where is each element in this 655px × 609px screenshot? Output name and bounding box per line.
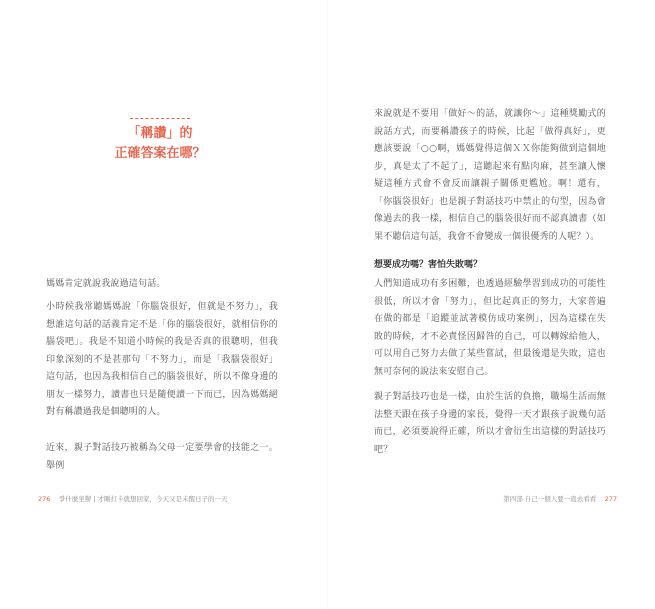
right-footer [503,494,617,503]
section-heading-line1: 「稱讚」的 [127,126,193,141]
paragraph: 近來，親子對話技巧被稱為父母一定要學會的技能之一。舉例 [46,443,278,471]
paragraph: 人們知道成功有多困難，也透過經驗學習到成功的可能性很低，所以才會「努力」，但比起真正的努力，大家普遍在做的都是「追蹤並試著模仿成功案例」，因為這樣在失敗的時候，才不必責怪因歸咎的自己，可以轉嫁給他人，可以用自己努力去做了某些嘗試，但最後還是失敗，這也無可奈何的說法來安慰自己。 [374,279,606,377]
running-title: 第四部 自己一個人要一直去看看 [503,495,597,503]
page-number: 276 [38,495,51,503]
heading-decoration-line [130,118,190,119]
page-number: 277 [604,495,617,503]
left-footer [38,494,228,503]
paragraph: 來說就是不要用「做好～的話，就讓你～」這種獎勵式的說話方式，而要稱讚孩子的時候，比起「做得真好」，更應該要說「○○啊，媽媽覺得這個ＸＸ你能夠做到這個地步，真是太了不起了」，這聽起來有點肉麻，甚至讓人懷疑這種方式會不會反而讓親子關係更尷尬。啊！還有，「你腦袋很好」也是親子對話技巧中禁止的句型，因為會像過去的我一樣，相信自己的腦袋很好而不認真讀書（如果不聽信這句話，我會不會變成一個很優秀的人呢？）。 [374,109,606,242]
subheading: 想要成功嗎？害怕失敗嗎？ [374,260,483,270]
right-page [328,0,655,609]
left-page [0,0,327,609]
paragraph: 小時候我常聽媽媽說「你腦袋很好，但就是不努力」，我想誰這句話的話義肯定不是「你的腦袋很好，就相信你的腦袋吧」。我是不知道小時候的我是否真的很聰明，但我印象深刻的不是甚那句「不努力」，而是「我腦袋很好」這句話，也因為我相信自己的腦袋很好，所以不像身邊的朋友一樣努力，讀書也只是隨便讀一下而已，因為媽媽絕對有稱讚過我是個聰明的人。 [46,302,278,417]
running-title: 爭什麼坐辦 | 才剛打卡就想回家，今天又是未醒日子的一天 [58,495,228,503]
paragraph: 媽媽肯定就說我說過這句話。 [46,279,166,289]
paragraph: 親子對話技巧也是一樣，由於生活的負擔，職場生活而無法整天跟在孩子身邊的家長，覺得一天才跟孩子說幾句話而已，必須要說得正確，所以才會衍生出這樣的對話技巧吧？ [374,392,606,455]
section-heading-line2: 正確答案在哪？ [114,146,206,161]
